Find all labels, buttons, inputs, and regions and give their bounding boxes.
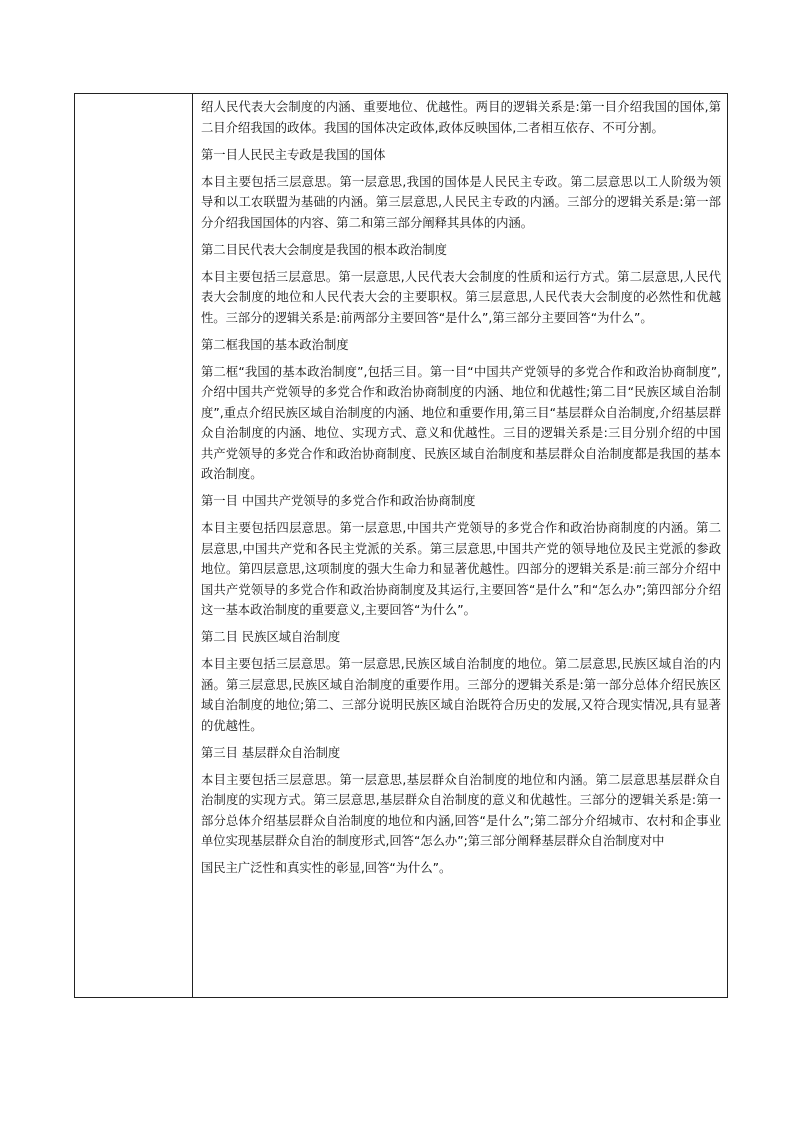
paragraph: 本目主要包括三层意思。第一层意思,民族区域自治制度的地位。第二层意思,民族区域自治的内涵。第三层意思,民族区域自治制度的重要作用。三部分的逻辑关系是:第一部分总体介绍民族区域自治制度的地位;第二、三部分说明民族区域自治既符合历史的发展,又符合现实情况,具有显著的优越性。 xyxy=(201,657,721,733)
paragraph: 本目主要包括三层意思。第一层意思,人民代表大会制度的性质和运行方式。第二层意思,人民代表大会制度的地位和人民代表大会的主要职权。第三层意思,人民代表大会制度的必然性和优越性。三部分的逻辑关系是:前两部分主要回答“是什么”,第三部分主要回答“为什么”。 xyxy=(201,269,721,325)
paragraph: 本目主要包括四层意思。第一层意思,中国共产党领导的多党合作和政治协商制度的内涵。第二层意思,中国共产党和各民主党派的关系。第三层意思,中国共产党的领导地位及民主党派的参政地位。第四层意思,这项制度的强大生命力和显著优越性。四部分的逻辑关系是:前三部分介绍中国共产党领导的多党合作和政治协商制度及其运行,主要回答“是什么”和“怎么办”;第四部分介绍这一基本政治制度的重要意义,主要回答“为什么”。 xyxy=(201,521,721,617)
paragraph: 国民主广泛性和真实性的彰显,回答“为什么”。 xyxy=(201,861,452,875)
paragraph: 第二框“我国的基本政治制度”,包括三目。第一目“中国共产党领导的多党合作和政治协商制度”,介绍中国共产党领导的多党合作和政治协商制度的内涵、地位和优越性;第二目“民族区域自治制度”,重点介绍民族区域自治制度的内涵、地位和重要作用,第三目“基层群众自治制度,介绍基层群众自治制度的内涵、地位、实现方式、意义和优越性。三目的逻辑关系是:三目分别介绍的中国共产党领导的多党合作和政治协商制度、民族区域自治制度和基层群众自治制度都是我国的基本政治制度。 xyxy=(201,364,721,481)
section-heading: 第一目 中国共产党领导的多党合作和政治协商制度 xyxy=(201,494,476,508)
paragraph: 本目主要包括三层意思。第一层意思,基层群众自治制度的地位和内涵。第二层意思基层群众自治制度的实现方式。第三层意思,基层群众自治制度的意义和优越性。三部分的逻辑关系是:第一部分总体介绍基层群众自治制度的地位和内涵,回答“是什么”;第二部分介绍城市、农村和企事业单位实现基层群众自治的制度形式,回答“怎么办”;第三部分阐释基层群众自治制度对中 xyxy=(201,772,721,848)
section-heading: 第二目民代表大会制度是我国的根本政治制度 xyxy=(201,242,447,257)
table-left-cell xyxy=(75,94,193,997)
section-heading: 第二目 民族区域自治制度 xyxy=(201,630,341,644)
paragraph: 本目主要包括三层意思。第一层意思,我国的国体是人民民主专政。第二层意思以工人阶级为领导和以工农联盟为基础的内涵。第三层意思,人民民主专政的内涵。三部分的逻辑关系是:第一部分介绍我国国体的内容、第二和第三部分阐释其具体的内涵。 xyxy=(201,174,721,230)
section-heading: 第一目人民民主专政是我国的国体 xyxy=(201,147,386,162)
section-heading: 第二框我国的基本政治制度 xyxy=(201,337,349,352)
content-table xyxy=(74,93,728,998)
table-right-cell xyxy=(193,94,727,997)
section-heading: 第三目 基层群众自治制度 xyxy=(201,745,341,760)
paragraph: 绍人民代表大会制度的内涵、重要地位、优越性。两目的逻辑关系是:第一目介绍我国的国体,第二目介绍我国的政体。我国的国体决定政体,政体反映国体,二者相互依存、不可分割。 xyxy=(201,100,721,135)
